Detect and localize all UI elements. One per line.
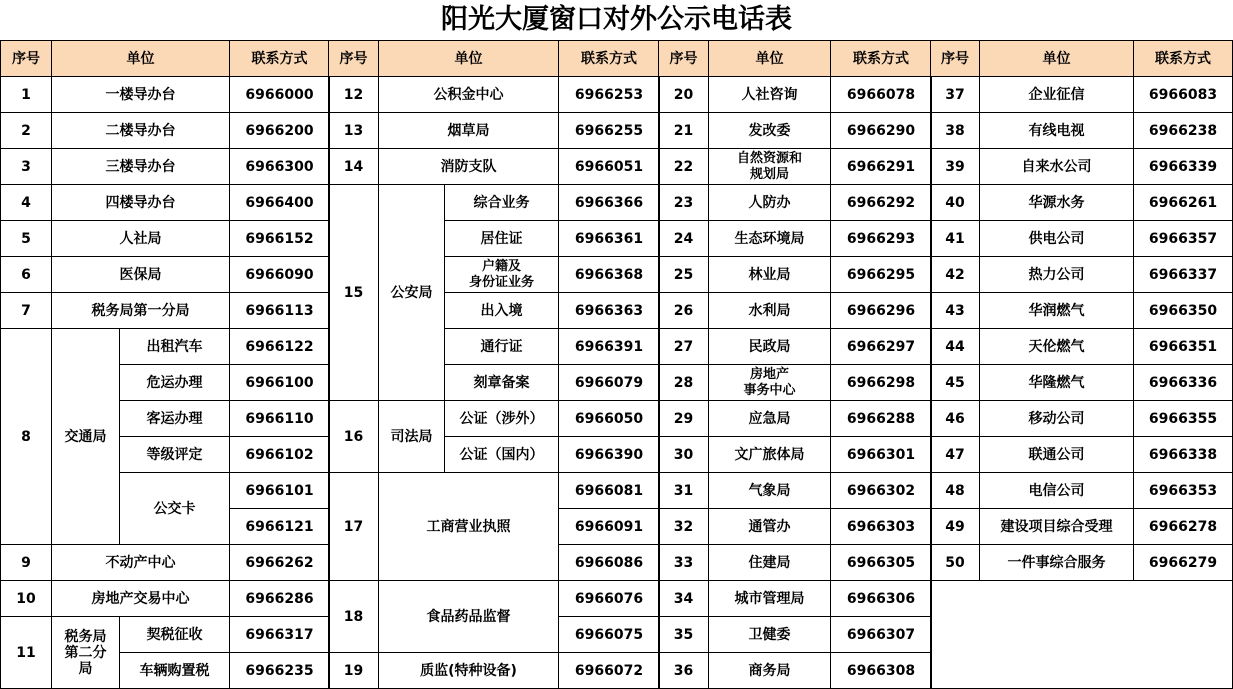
directory-table-2 [328, 40, 660, 689]
table-row [1, 545, 330, 581]
entry-unit: 华隆燃气 [980, 365, 1134, 401]
entry-unit: 质监(特种设备) [379, 653, 559, 689]
table-row [659, 149, 932, 185]
entry-no: 42 [931, 257, 980, 293]
entry-unit: 人防办 [709, 185, 831, 221]
entry-phone: 6966297 [831, 329, 932, 365]
table-row [329, 185, 660, 221]
table-row [1, 293, 330, 329]
unit-line: 房地产 [749, 366, 789, 382]
entry-phone: 6966286 [230, 581, 330, 617]
entry-phone: 6966391 [559, 329, 660, 365]
table-row [329, 401, 660, 437]
entry-phone: 6966083 [1134, 77, 1233, 113]
entry-phone: 6966357 [1134, 221, 1233, 257]
entry-no: 43 [931, 293, 980, 329]
entry-no: 38 [931, 113, 980, 149]
entry-no: 11 [1, 617, 52, 689]
table-row [931, 365, 1233, 401]
unit-line: 身份证业务 [468, 274, 534, 290]
table-row [931, 473, 1233, 509]
entry-unit: 城市管理局 [709, 581, 831, 617]
entry-phone: 6966200 [230, 113, 330, 149]
entry-no: 24 [659, 221, 709, 257]
header-unit: 单位 [379, 41, 559, 77]
entry-no: 41 [931, 221, 980, 257]
entry-phone: 6966235 [230, 653, 330, 689]
unit-line: 事务中心 [743, 382, 796, 398]
entry-phone: 6966301 [831, 437, 932, 473]
entry-phone: 6966091 [559, 509, 660, 545]
table-row [1, 113, 330, 149]
entry-phone: 6966308 [831, 653, 932, 689]
entry-no: 40 [931, 185, 980, 221]
table-row [931, 113, 1233, 149]
entry-phone: 6966072 [559, 653, 660, 689]
entry-unit: 天伦燃气 [980, 329, 1134, 365]
entry-unit: 一楼导办台 [52, 77, 230, 113]
entry-phone: 6966336 [1134, 365, 1233, 401]
entry-unit: 气象局 [709, 473, 831, 509]
entry-phone: 6966366 [559, 185, 660, 221]
entry-subunit: 等级评定 [120, 437, 230, 473]
table-row [931, 437, 1233, 473]
directory-table-1 [0, 40, 330, 689]
entry-no: 37 [931, 77, 980, 113]
entry-phone: 6966353 [1134, 473, 1233, 509]
entry-phone: 6966338 [1134, 437, 1233, 473]
header-no: 序号 [1, 41, 52, 77]
entry-unit: 热力公司 [980, 257, 1134, 293]
entry-unit: 建设项目综合受理 [980, 509, 1134, 545]
entry-phone: 6966303 [831, 509, 932, 545]
entry-no: 18 [329, 581, 379, 653]
table-row [329, 77, 660, 113]
entry-phone: 6966390 [559, 437, 660, 473]
table-row [1, 257, 330, 293]
entry-phone: 6966081 [559, 473, 660, 509]
table-row [659, 257, 932, 293]
table-row [659, 653, 932, 689]
entry-phone: 6966261 [1134, 185, 1233, 221]
entry-no: 49 [931, 509, 980, 545]
table-row [659, 617, 932, 653]
unit-line: 规划局 [749, 166, 789, 182]
entry-no: 31 [659, 473, 709, 509]
table-row [329, 581, 660, 617]
table-row [659, 365, 932, 401]
entry-phone: 6966361 [559, 221, 660, 257]
entry-unit: 商务局 [709, 653, 831, 689]
table-row [931, 149, 1233, 185]
entry-phone: 6966290 [831, 113, 932, 149]
entry-unit: 税务局第一分局 [52, 293, 230, 329]
header-phone: 联系方式 [1134, 41, 1233, 77]
entry-unit: 自来水公司 [980, 149, 1134, 185]
table-row [659, 581, 932, 617]
entry-unit: 消防支队 [379, 149, 559, 185]
entry-no: 33 [659, 545, 709, 581]
table-row [659, 473, 932, 509]
entry-subunit: 出入境 [445, 293, 559, 329]
entry-unit: 有线电视 [980, 113, 1134, 149]
entry-subunit: 通行证 [445, 329, 559, 365]
entry-no: 25 [659, 257, 709, 293]
entry-unit: 通管办 [709, 509, 831, 545]
entry-subunit: 出租汽车 [120, 329, 230, 365]
entry-no: 48 [931, 473, 980, 509]
entry-unit [52, 617, 120, 689]
entry-no: 8 [1, 329, 52, 545]
entry-phone: 6966122 [230, 329, 330, 365]
entry-no: 28 [659, 365, 709, 401]
unit-line: 局 [78, 660, 93, 677]
entry-no: 17 [329, 473, 379, 581]
entry-phone: 6966302 [831, 473, 932, 509]
table-row [931, 329, 1233, 365]
header-no: 序号 [329, 41, 379, 77]
page-title: 阳光大厦窗口对外公示电话表 [441, 4, 792, 35]
entry-no: 2 [1, 113, 52, 149]
entry-phone: 6966101 [230, 473, 330, 509]
entry-phone: 6966110 [230, 401, 330, 437]
entry-phone: 6966400 [230, 185, 330, 221]
table-row [1, 149, 330, 185]
entry-no: 1 [1, 77, 52, 113]
entry-no: 6 [1, 257, 52, 293]
entry-subunit: 居住证 [445, 221, 559, 257]
entry-unit: 烟草局 [379, 113, 559, 149]
entry-subunit: 危运办理 [120, 365, 230, 401]
entry-unit: 文广旅体局 [709, 437, 831, 473]
table-row [1, 617, 330, 653]
entry-no: 4 [1, 185, 52, 221]
entry-phone: 6966078 [831, 77, 932, 113]
entry-phone: 6966305 [831, 545, 932, 581]
entry-unit: 林业局 [709, 257, 831, 293]
entry-subunit: 公证（涉外） [445, 401, 559, 437]
entry-unit: 三楼导办台 [52, 149, 230, 185]
table-row [931, 221, 1233, 257]
entry-no: 14 [329, 149, 379, 185]
entry-unit: 医保局 [52, 257, 230, 293]
entry-no: 47 [931, 437, 980, 473]
blank-cell [931, 581, 1233, 689]
entry-phone: 6966238 [1134, 113, 1233, 149]
entry-subunit: 公证（国内） [445, 437, 559, 473]
entry-phone: 6966253 [559, 77, 660, 113]
entry-no: 34 [659, 581, 709, 617]
entry-phone: 6966292 [831, 185, 932, 221]
entry-unit: 应急局 [709, 401, 831, 437]
unit-line: 税务局 [64, 628, 107, 645]
entry-unit: 卫健委 [709, 617, 831, 653]
entry-unit: 电信公司 [980, 473, 1134, 509]
entry-no: 16 [329, 401, 379, 473]
entry-phone: 6966113 [230, 293, 330, 329]
entry-unit: 华润燃气 [980, 293, 1134, 329]
entry-subunit: 公交卡 [120, 473, 230, 545]
table-row [659, 113, 932, 149]
entry-no: 15 [329, 185, 379, 401]
entry-phone: 6966288 [831, 401, 932, 437]
table-row [659, 401, 932, 437]
entry-unit: 四楼导办台 [52, 185, 230, 221]
entry-unit: 公积金中心 [379, 77, 559, 113]
header-row [329, 41, 660, 77]
entry-no: 12 [329, 77, 379, 113]
table-row [931, 401, 1233, 437]
table-row [329, 653, 660, 689]
entry-unit: 发改委 [709, 113, 831, 149]
unit-line: 自然资源和 [736, 150, 802, 166]
entry-no: 39 [931, 149, 980, 185]
entry-no: 36 [659, 653, 709, 689]
header-phone: 联系方式 [230, 41, 330, 77]
entry-subunit: 契税征收 [120, 617, 230, 653]
header-no: 序号 [931, 41, 980, 77]
entry-unit [709, 149, 831, 185]
entry-no: 29 [659, 401, 709, 437]
entry-phone: 6966317 [230, 617, 330, 653]
table-row [659, 293, 932, 329]
entry-unit: 民政局 [709, 329, 831, 365]
entry-no: 3 [1, 149, 52, 185]
entry-subunit: 客运办理 [120, 401, 230, 437]
entry-subunit: 综合业务 [445, 185, 559, 221]
entry-phone: 6966279 [1134, 545, 1233, 581]
entry-no: 10 [1, 581, 52, 617]
entry-phone: 6966296 [831, 293, 932, 329]
entry-phone: 6966076 [559, 581, 660, 617]
entry-no: 26 [659, 293, 709, 329]
table-row [329, 149, 660, 185]
entry-no: 9 [1, 545, 52, 581]
entry-unit: 生态环境局 [709, 221, 831, 257]
entry-phone: 6966298 [831, 365, 932, 401]
entry-unit: 工商营业执照 [379, 473, 559, 581]
entry-unit: 水利局 [709, 293, 831, 329]
entry-no: 22 [659, 149, 709, 185]
entry-no: 32 [659, 509, 709, 545]
entry-phone: 6966363 [559, 293, 660, 329]
entry-phone: 6966351 [1134, 329, 1233, 365]
entry-unit: 不动产中心 [52, 545, 230, 581]
entry-phone: 6966255 [559, 113, 660, 149]
entry-no: 13 [329, 113, 379, 149]
entry-unit [709, 365, 831, 401]
table-row [931, 293, 1233, 329]
entry-unit: 供电公司 [980, 221, 1134, 257]
entry-unit: 房地产交易中心 [52, 581, 230, 617]
entry-no: 21 [659, 113, 709, 149]
empty-area [931, 581, 1233, 689]
header-row [1, 41, 330, 77]
unit-line: 户籍及 [481, 258, 521, 274]
table-row [659, 221, 932, 257]
table-row [659, 185, 932, 221]
entry-phone: 6966291 [831, 149, 932, 185]
table-row [1, 581, 330, 617]
entry-no: 20 [659, 77, 709, 113]
entry-unit: 交通局 [52, 329, 120, 545]
entry-phone: 6966278 [1134, 509, 1233, 545]
unit-line: 第二分 [64, 644, 107, 661]
entry-no: 27 [659, 329, 709, 365]
entry-unit: 华源水务 [980, 185, 1134, 221]
entry-unit: 人社咨询 [709, 77, 831, 113]
header-unit: 单位 [52, 41, 230, 77]
table-row [329, 473, 660, 509]
entry-subunit [445, 257, 559, 293]
table-row [1, 329, 330, 365]
header-phone: 联系方式 [559, 41, 660, 77]
entry-unit: 司法局 [379, 401, 445, 473]
header-no: 序号 [659, 41, 709, 77]
entry-phone: 6966121 [230, 509, 330, 545]
table-row [329, 113, 660, 149]
header-phone: 联系方式 [831, 41, 932, 77]
entry-phone: 6966086 [559, 545, 660, 581]
table-row [659, 77, 932, 113]
entry-phone: 6966152 [230, 221, 330, 257]
header-row [659, 41, 932, 77]
entry-unit: 公安局 [379, 185, 445, 401]
table-row [1, 221, 330, 257]
entry-no: 19 [329, 653, 379, 689]
entry-no: 7 [1, 293, 52, 329]
entry-phone: 6966307 [831, 617, 932, 653]
entry-no: 23 [659, 185, 709, 221]
table-row [931, 77, 1233, 113]
entry-phone: 6966306 [831, 581, 932, 617]
entry-phone: 6966337 [1134, 257, 1233, 293]
directory-table-3 [658, 40, 932, 689]
table-row [1, 185, 330, 221]
entry-phone: 6966262 [230, 545, 330, 581]
entry-phone: 6966355 [1134, 401, 1233, 437]
entry-unit: 企业征信 [980, 77, 1134, 113]
entry-phone: 6966090 [230, 257, 330, 293]
header-unit: 单位 [709, 41, 831, 77]
entry-no: 30 [659, 437, 709, 473]
entry-no: 50 [931, 545, 980, 581]
entry-no: 45 [931, 365, 980, 401]
entry-phone: 6966050 [559, 401, 660, 437]
table-row [931, 185, 1233, 221]
entry-no: 5 [1, 221, 52, 257]
entry-unit: 食品药品监督 [379, 581, 559, 653]
table-row [659, 437, 932, 473]
entry-phone: 6966000 [230, 77, 330, 113]
entry-phone: 6966350 [1134, 293, 1233, 329]
directory-table-4 [930, 40, 1233, 689]
table-row [659, 329, 932, 365]
table-row [1, 77, 330, 113]
header-unit: 单位 [980, 41, 1134, 77]
table-row [659, 509, 932, 545]
entry-phone: 6966075 [559, 617, 660, 653]
entry-phone: 6966295 [831, 257, 932, 293]
entry-phone: 6966079 [559, 365, 660, 401]
header-row [931, 41, 1233, 77]
entry-no: 44 [931, 329, 980, 365]
entry-no: 46 [931, 401, 980, 437]
entry-unit: 二楼导办台 [52, 113, 230, 149]
table-row [931, 509, 1233, 545]
entry-subunit: 车辆购置税 [120, 653, 230, 689]
entry-phone: 6966051 [559, 149, 660, 185]
table-row [931, 545, 1233, 581]
entry-unit: 一件事综合服务 [980, 545, 1134, 581]
entry-unit: 移动公司 [980, 401, 1134, 437]
entry-no: 35 [659, 617, 709, 653]
entry-phone: 6966300 [230, 149, 330, 185]
entry-unit: 住建局 [709, 545, 831, 581]
entry-phone: 6966100 [230, 365, 330, 401]
entry-subunit: 刻章备案 [445, 365, 559, 401]
table-row [931, 257, 1233, 293]
entry-phone: 6966293 [831, 221, 932, 257]
entry-unit: 联通公司 [980, 437, 1134, 473]
entry-unit: 人社局 [52, 221, 230, 257]
entry-phone: 6966368 [559, 257, 660, 293]
entry-phone: 6966339 [1134, 149, 1233, 185]
table-row [659, 545, 932, 581]
entry-phone: 6966102 [230, 437, 330, 473]
